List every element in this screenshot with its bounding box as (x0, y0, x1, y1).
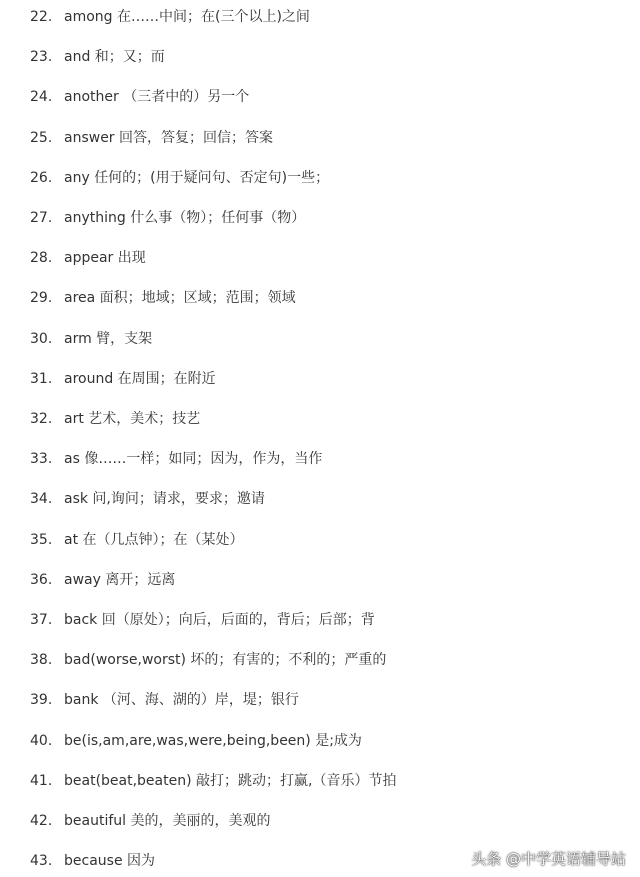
item-number: 43. (30, 853, 53, 870)
item-number: 37. (30, 612, 53, 628)
item-number: 29. (30, 290, 53, 307)
watermark: 头条 @中学英语辅导站 (471, 850, 626, 868)
item-number: 28. (30, 250, 53, 267)
item-text: at 在（几点钟）；在（某处） (64, 531, 244, 548)
item-text: beat(beat,beaten) 敲打；跳动；打赢,（音乐）节拍 (64, 772, 397, 789)
item-text: appear 出现 (64, 250, 146, 267)
item-text: back 回（原处）；向后，后面的，背后；后部；背 (64, 612, 375, 628)
item-text: away 离开；远离 (64, 571, 176, 588)
item-number: 35. (30, 531, 53, 548)
item-number: 25. (30, 129, 53, 146)
item-text: area 面积；地域；区域；范围；领域 (64, 290, 296, 307)
item-number: 36. (30, 571, 53, 588)
item-number: 31. (30, 370, 53, 387)
item-text: arm 臂，支架 (64, 330, 153, 347)
item-number: 27. (30, 210, 53, 226)
item-number: 26. (30, 169, 53, 186)
item-text: because 因为 (64, 853, 156, 870)
item-number: 30. (30, 330, 53, 347)
item-text: among 在……中间；在(三个以上)之间 (64, 9, 310, 25)
item-number: 38. (30, 652, 53, 669)
item-text: bank （河、海、湖的）岸，堤；银行 (64, 692, 299, 709)
item-text: be(is,am,are,was,were,being,been) 是;成为 (64, 732, 362, 749)
item-number: 42. (30, 813, 53, 829)
item-text: and 和；又；而 (64, 49, 165, 66)
item-number: 22. (30, 9, 53, 25)
item-text: ask 问,询问；请求，要求；邀请 (64, 491, 265, 508)
item-number: 39. (30, 692, 53, 709)
item-number: 32. (30, 411, 53, 427)
item-text: any 任何的；(用于疑问句、否定句)一些； (64, 169, 330, 186)
item-number: 34. (30, 491, 53, 508)
item-number: 33. (30, 451, 53, 468)
item-text: bad(worse,worst) 坏的；有害的；不利的；严重的 (64, 652, 387, 669)
item-text: as 像……一样；如同；因为，作为，当作 (64, 451, 323, 468)
item-text: around 在周围；在附近 (64, 370, 216, 387)
item-number: 23. (30, 49, 53, 66)
item-text: anything 什么事（物）；任何事（物） (64, 210, 306, 226)
item-text: answer 回答，答复；回信；答案 (64, 129, 274, 146)
item-number: 40. (30, 732, 53, 749)
item-text: beautiful 美的，美丽的，美观的 (64, 813, 271, 829)
item-text: another （三者中的）另一个 (64, 89, 250, 106)
item-number: 24. (30, 89, 53, 106)
item-number: 41. (30, 772, 53, 789)
item-text: art 艺术，美术；技艺 (64, 411, 201, 427)
